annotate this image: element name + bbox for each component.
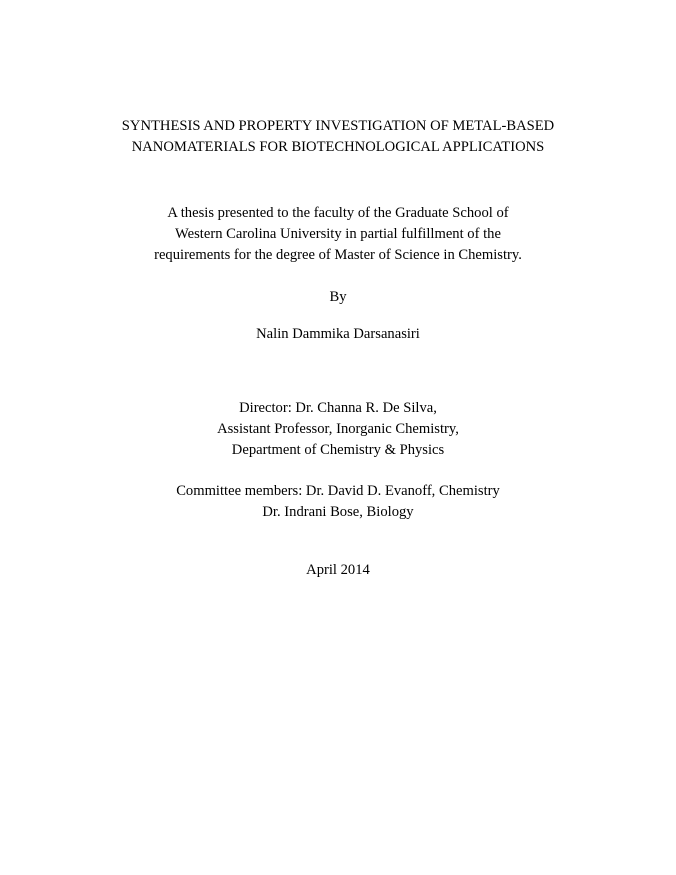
- submission-date-text: April 2014: [306, 562, 370, 578]
- committee-members: [0, 481, 676, 523]
- by-label: [0, 287, 676, 308]
- submission-date: [0, 560, 676, 581]
- thesis-title: [0, 116, 676, 158]
- committee-line-2: Dr. Indrani Bose, Biology: [262, 504, 414, 520]
- thesis-statement-line-3: requirements for the degree of Master of Science in Chemistry.: [154, 247, 522, 263]
- by-label-text: By: [329, 289, 347, 305]
- thesis-statement-line-1: A thesis presented to the faculty of the Graduate School of: [167, 205, 509, 221]
- director-line-3: Department of Chemistry & Physics: [231, 442, 445, 458]
- director-info: [0, 398, 676, 461]
- thesis-statement: [0, 203, 676, 266]
- thesis-statement-line-2: Western Carolina University in partial fulfillment of the: [175, 226, 501, 242]
- thesis-title-line-1: SYNTHESIS AND PROPERTY INVESTIGATION OF METAL-BASED: [121, 118, 555, 134]
- author-name: [0, 324, 676, 345]
- author-name-text: Nalin Dammika Darsanasiri: [256, 326, 420, 342]
- committee-line-1: Committee members: Dr. David D. Evanoff, Chemistry: [176, 483, 500, 499]
- director-line-2: Assistant Professor, Inorganic Chemistry,: [217, 421, 459, 437]
- director-line-1: Director: Dr. Channa R. De Silva,: [239, 400, 437, 416]
- thesis-title-line-2: NANOMATERIALS FOR BIOTECHNOLOGICAL APPLICATIONS: [131, 139, 545, 155]
